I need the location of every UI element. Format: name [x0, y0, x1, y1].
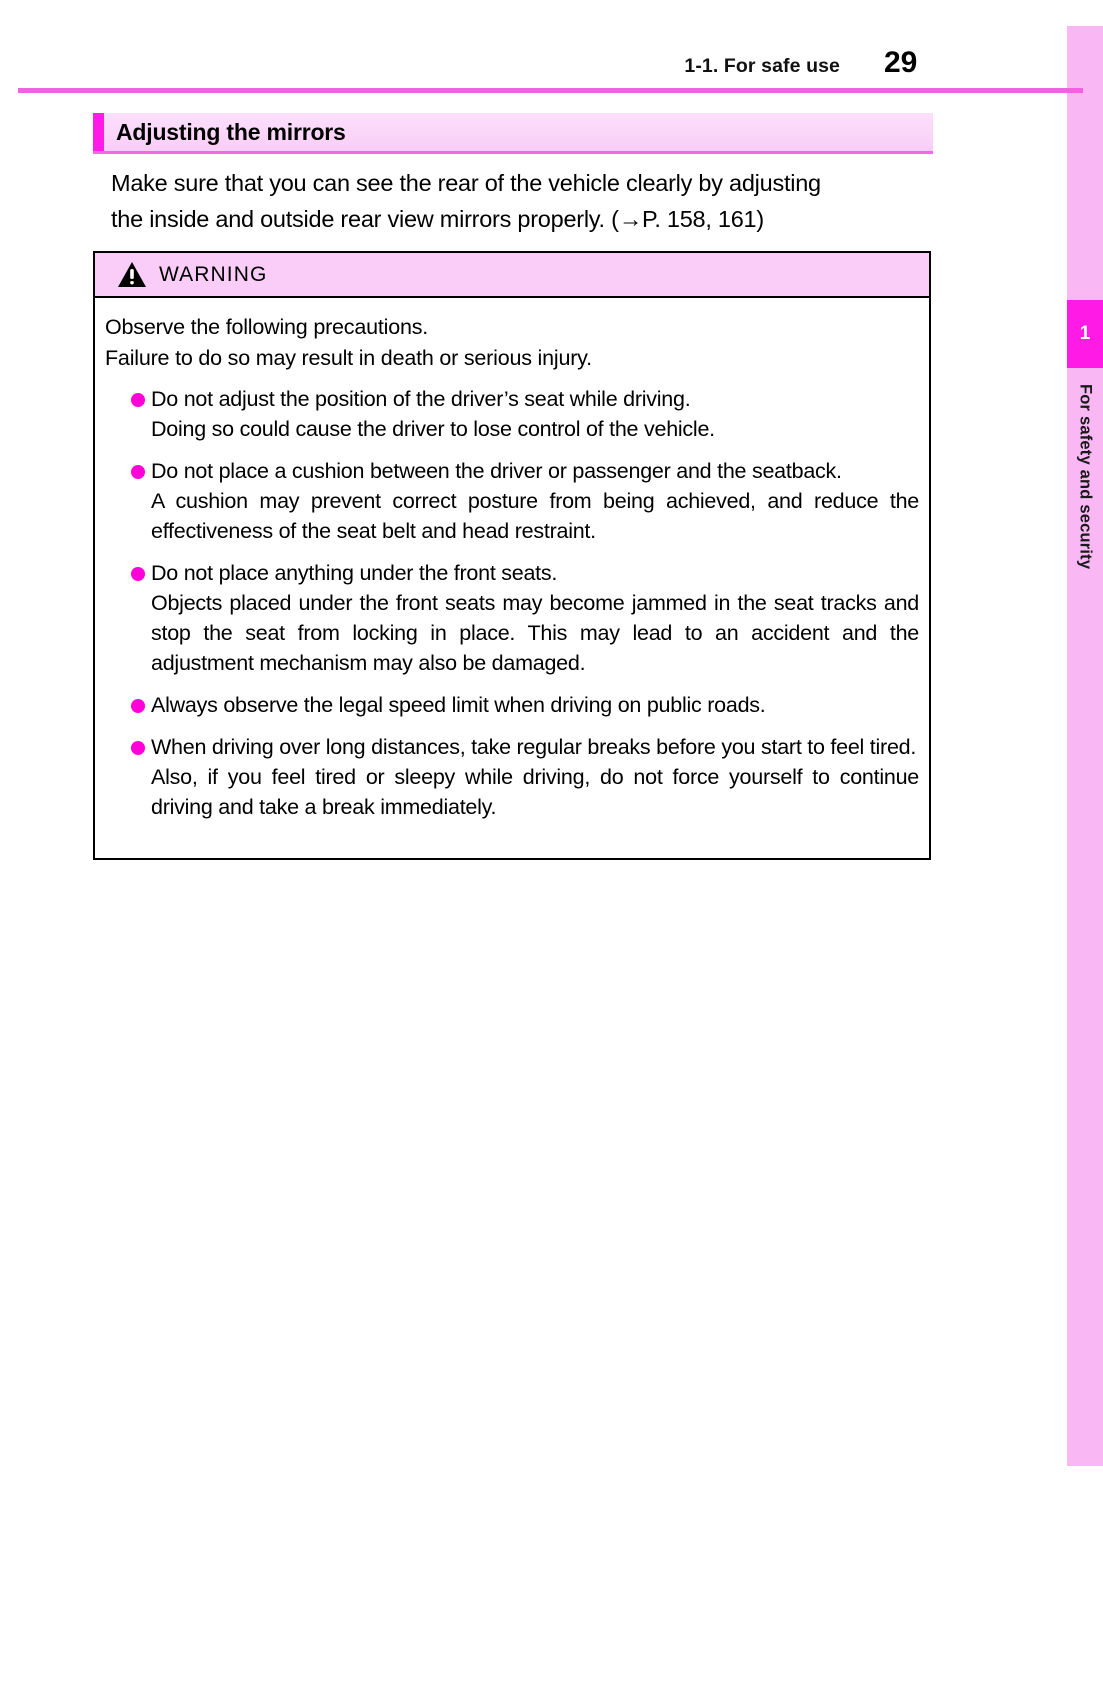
chapter-title-text: For safety and security: [1076, 384, 1095, 570]
warning-body: [95, 298, 929, 858]
page-header: [0, 46, 946, 78]
bullet-primary-text: When driving over long distances, take regular breaks before you start to feel tired.: [151, 735, 917, 759]
bullet-primary-text: Do not place a cushion between the driver or passenger and the seatback.: [151, 459, 842, 483]
chapter-title-vertical: [1067, 380, 1103, 680]
header-section-title: 1-1. For safe use: [684, 55, 840, 77]
bullet-dot-icon: [131, 699, 145, 713]
bullet-primary-text: Do not place anything under the front seats.: [151, 561, 558, 585]
bullet-dot-icon: [131, 393, 145, 407]
list-item: [105, 690, 915, 720]
bullet-continuation-text: Objects placed under the front seats may become jammed in the seat tracks and stop the seat from locking in place. This may lead to an accident and the adjustment mechanism may also be damaged.: [151, 591, 919, 675]
warning-bullet-list: [105, 384, 919, 822]
chapter-number-marker: 1: [1067, 300, 1103, 368]
bullet-continuation-text: Doing so could cause the driver to lose control of the vehicle.: [151, 417, 715, 441]
warning-title: WARNING: [159, 262, 268, 286]
list-item: [105, 558, 919, 678]
bullet-primary-text: Always observe the legal speed limit when driving on public roads.: [151, 693, 766, 717]
bullet-continuation-text: Also, if you feel tired or sleepy while driving, do not force yourself to continue driving and take a break immediately.: [151, 765, 919, 819]
bullet-continuation-text: A cushion may prevent correct posture from being achieved, and reduce the effectiveness of the seat belt and head restraint.: [151, 489, 919, 543]
intro-line-1: Make sure that you can see the rear of the vehicle clearly by adjusting: [111, 170, 821, 196]
warning-box: [93, 251, 931, 860]
section-intro-paragraph: [111, 165, 933, 237]
list-item: [105, 456, 919, 546]
chapter-edge-tab: [1067, 26, 1103, 1466]
section-heading-label: Adjusting the mirrors: [116, 118, 346, 145]
warning-header: [95, 253, 929, 298]
bullet-dot-icon: [131, 741, 145, 755]
intro-line-2: the inside and outside rear view mirrors properly. (→P. 158, 161): [111, 206, 764, 232]
list-item: [105, 732, 919, 822]
warning-triangle-icon: [117, 261, 147, 288]
bullet-dot-icon: [131, 465, 145, 479]
warning-lead-line-2: Failure to do so may result in death or serious injury.: [105, 346, 592, 370]
section-accent-mark: [93, 113, 104, 151]
header-divider-rule: [18, 88, 1083, 93]
page-number: 29: [884, 46, 918, 79]
bullet-dot-icon: [131, 567, 145, 581]
section-heading: [93, 113, 933, 154]
warning-lead-line-1: Observe the following precautions.: [105, 315, 429, 339]
bullet-primary-text: Do not adjust the position of the driver’s seat while driving.: [151, 387, 691, 411]
list-item: [105, 384, 915, 444]
